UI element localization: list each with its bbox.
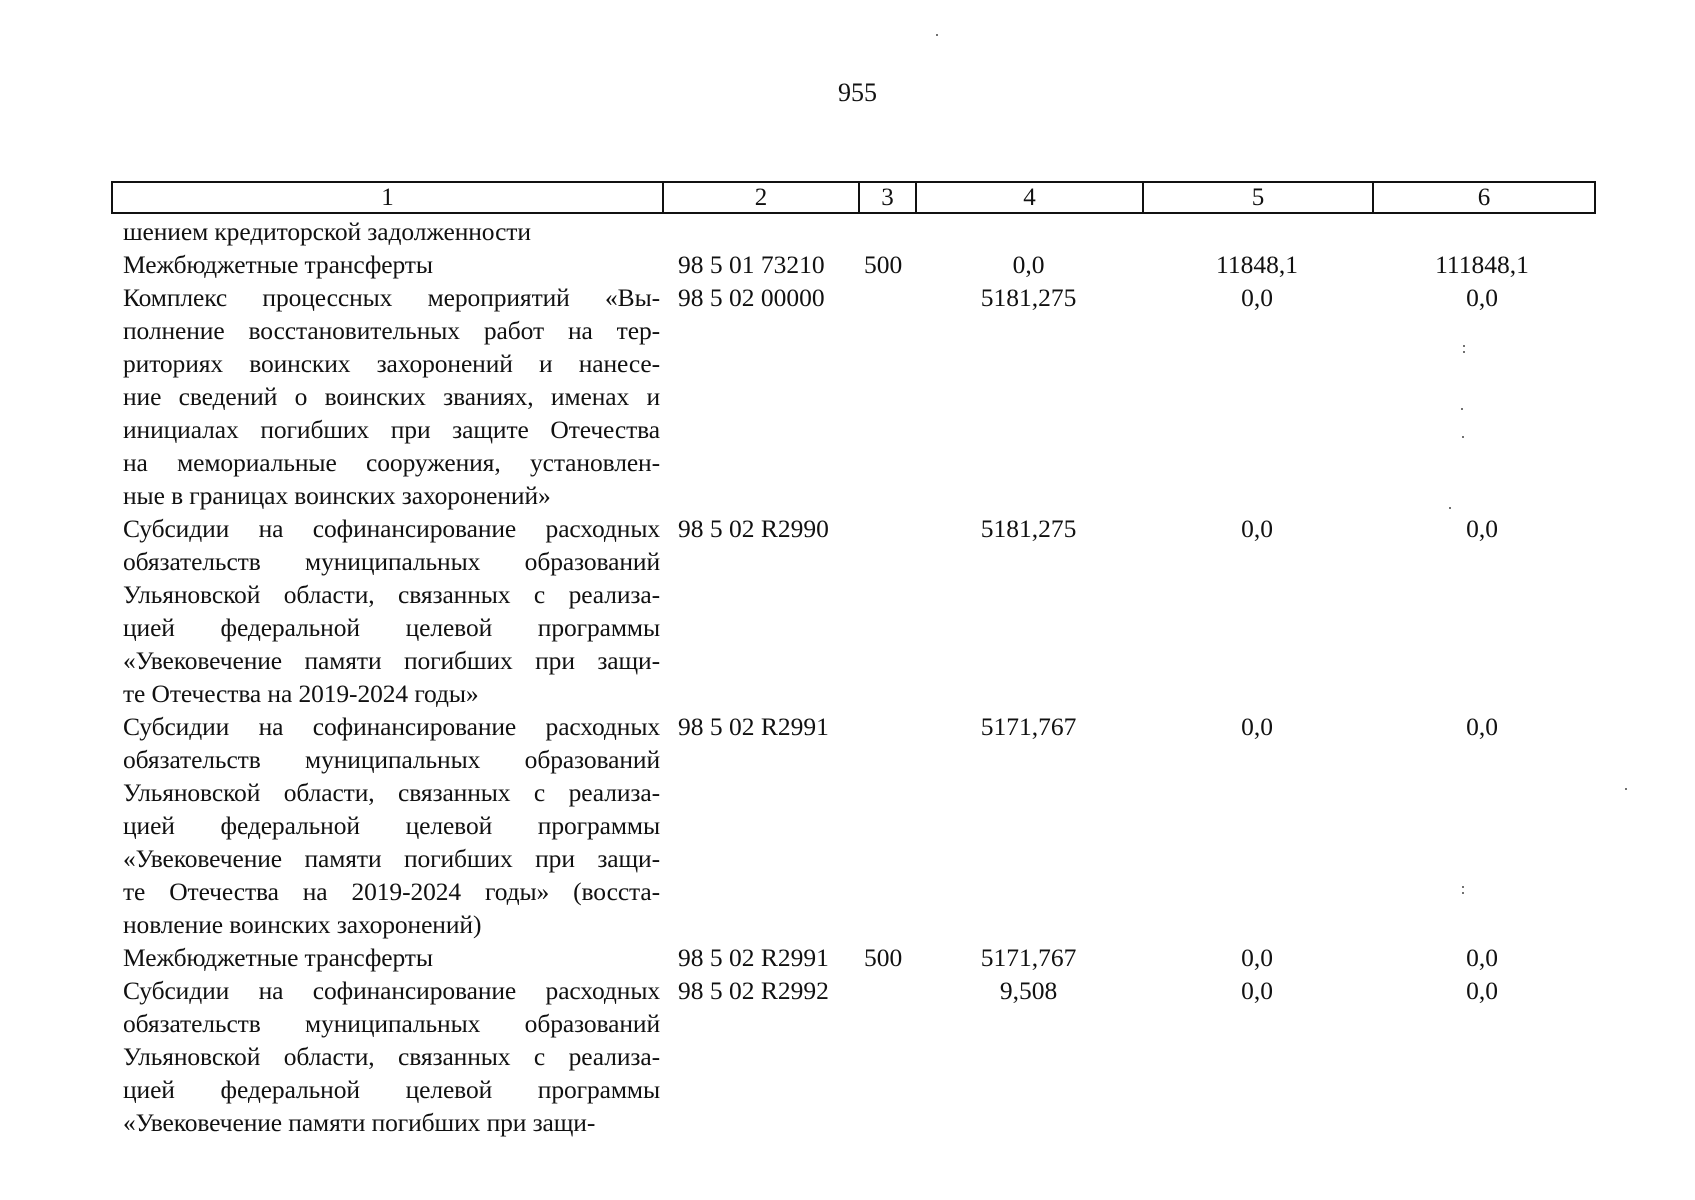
row-name xyxy=(111,974,662,1139)
table-row xyxy=(111,512,1596,710)
row-code: 98 5 02 R2992 xyxy=(678,976,829,1005)
row-name-line: Ульяновской области, связанных с реализа- xyxy=(123,1042,660,1071)
row-name-line: шением кредиторской задолженности xyxy=(123,217,531,246)
row-value-col6: 0,0 xyxy=(1466,943,1498,972)
row-name-line: Субсидии на софинансирование расходных xyxy=(123,976,660,1005)
table-column-header xyxy=(111,181,1596,214)
row-name-line: полнение восстановительных работ на тер- xyxy=(123,316,660,345)
row-name-line: цией федеральной целевой программы xyxy=(123,811,660,840)
column-header-2: 2 xyxy=(664,183,860,212)
row-value-col6: 111848,1 xyxy=(1435,250,1529,279)
column-header-5: 5 xyxy=(1144,183,1374,212)
row-value-col4: 5171,767 xyxy=(980,712,1077,741)
table-row xyxy=(111,941,1596,974)
scan-speck xyxy=(1461,408,1463,410)
row-expense-type: 500 xyxy=(864,943,903,972)
row-value-col5: 0,0 xyxy=(1241,514,1273,543)
row-code: 98 5 02 R2990 xyxy=(678,514,829,543)
row-value-col5: 0,0 xyxy=(1241,976,1273,1005)
row-name xyxy=(111,710,662,941)
row-value-col4: 5181,275 xyxy=(980,283,1077,312)
row-value-col4: 9,508 xyxy=(999,976,1058,1005)
scan-speck xyxy=(1463,345,1465,347)
row-expense-type: 500 xyxy=(864,250,903,279)
row-value-col6: 0,0 xyxy=(1466,283,1498,312)
row-name-line: Межбюджетные трансферты xyxy=(123,943,433,972)
row-name-line: Ульяновской области, связанных с реализа- xyxy=(123,580,660,609)
scan-speck xyxy=(936,34,938,36)
column-header-3: 3 xyxy=(860,183,917,212)
row-name-line: те Отечества на 2019-2024 годы» (восста- xyxy=(123,877,660,906)
scan-speck xyxy=(1462,436,1464,438)
row-name-line: Ульяновской области, связанных с реализа- xyxy=(123,778,660,807)
row-name-line: цией федеральной целевой программы xyxy=(123,613,660,642)
row-value-col4: 5171,767 xyxy=(980,943,1077,972)
row-name xyxy=(111,248,662,281)
row-value-col5: 0,0 xyxy=(1241,283,1273,312)
row-name-line: новление воинских захоронений) xyxy=(123,910,482,939)
row-name-line: те Отечества на 2019-2024 годы» xyxy=(123,679,479,708)
row-name xyxy=(111,215,662,248)
row-name-line: ние сведений о воинских званиях, именах и xyxy=(123,382,660,411)
row-name xyxy=(111,941,662,974)
row-name-line: Субсидии на софинансирование расходных xyxy=(123,712,660,741)
row-name xyxy=(111,512,662,710)
column-header-1: 1 xyxy=(113,183,664,212)
row-name-line: Комплекс процессных мероприятий «Вы- xyxy=(123,283,660,312)
scan-speck xyxy=(1449,507,1451,509)
row-name-line: ные в границах воинских захоронений» xyxy=(123,481,551,510)
table-row xyxy=(111,710,1596,941)
row-value-col4: 0,0 xyxy=(1012,250,1045,279)
scan-speck xyxy=(1462,892,1464,894)
row-code: 98 5 02 00000 xyxy=(678,283,825,312)
budget-table-body xyxy=(111,215,1596,1139)
row-value-col6: 0,0 xyxy=(1466,976,1498,1005)
row-name-line: обязательств муниципальных образований xyxy=(123,547,660,576)
row-code: 98 5 02 R2991 xyxy=(678,712,829,741)
table-row xyxy=(111,974,1596,1139)
scan-speck xyxy=(1462,886,1464,888)
row-value-col6: 0,0 xyxy=(1466,514,1498,543)
row-value-col5: 0,0 xyxy=(1241,712,1273,741)
column-header-6: 6 xyxy=(1477,184,1491,211)
table-row xyxy=(111,281,1596,512)
row-code: 98 5 01 73210 xyxy=(678,250,825,279)
row-name-line: цией федеральной целевой программы xyxy=(123,1075,660,1104)
row-value-col4: 5181,275 xyxy=(980,514,1077,543)
row-name-line: Субсидии на софинансирование расходных xyxy=(123,514,660,543)
row-name-line: на мемориальные сооружения, установлен- xyxy=(123,448,660,477)
row-name-line: «Увековечение памяти погибших при защи- xyxy=(123,1108,596,1137)
scan-speck xyxy=(1463,351,1465,353)
row-name-line: обязательств муниципальных образований xyxy=(123,1009,660,1038)
row-name-line: «Увековечение памяти погибших при защи- xyxy=(123,844,660,873)
row-name-line: Межбюджетные трансферты xyxy=(123,250,433,279)
row-value-col5: 0,0 xyxy=(1241,943,1273,972)
table-row xyxy=(111,248,1596,281)
scan-speck xyxy=(1625,788,1627,790)
row-name-line: обязательств муниципальных образований xyxy=(123,745,660,774)
table-row xyxy=(111,215,1596,248)
row-value-col6: 0,0 xyxy=(1466,712,1498,741)
column-header-4: 4 xyxy=(917,183,1144,212)
row-name-line: «Увековечение памяти погибших при защи- xyxy=(123,646,660,675)
row-value-col5: 11848,1 xyxy=(1216,250,1298,279)
row-name-line: инициалах погибших при защите Отечества xyxy=(123,415,660,444)
row-name xyxy=(111,281,662,512)
row-name-line: риториях воинских захоронений и нанесе- xyxy=(123,349,660,378)
page-number: 955 xyxy=(838,78,877,107)
row-code: 98 5 02 R2991 xyxy=(678,943,829,972)
